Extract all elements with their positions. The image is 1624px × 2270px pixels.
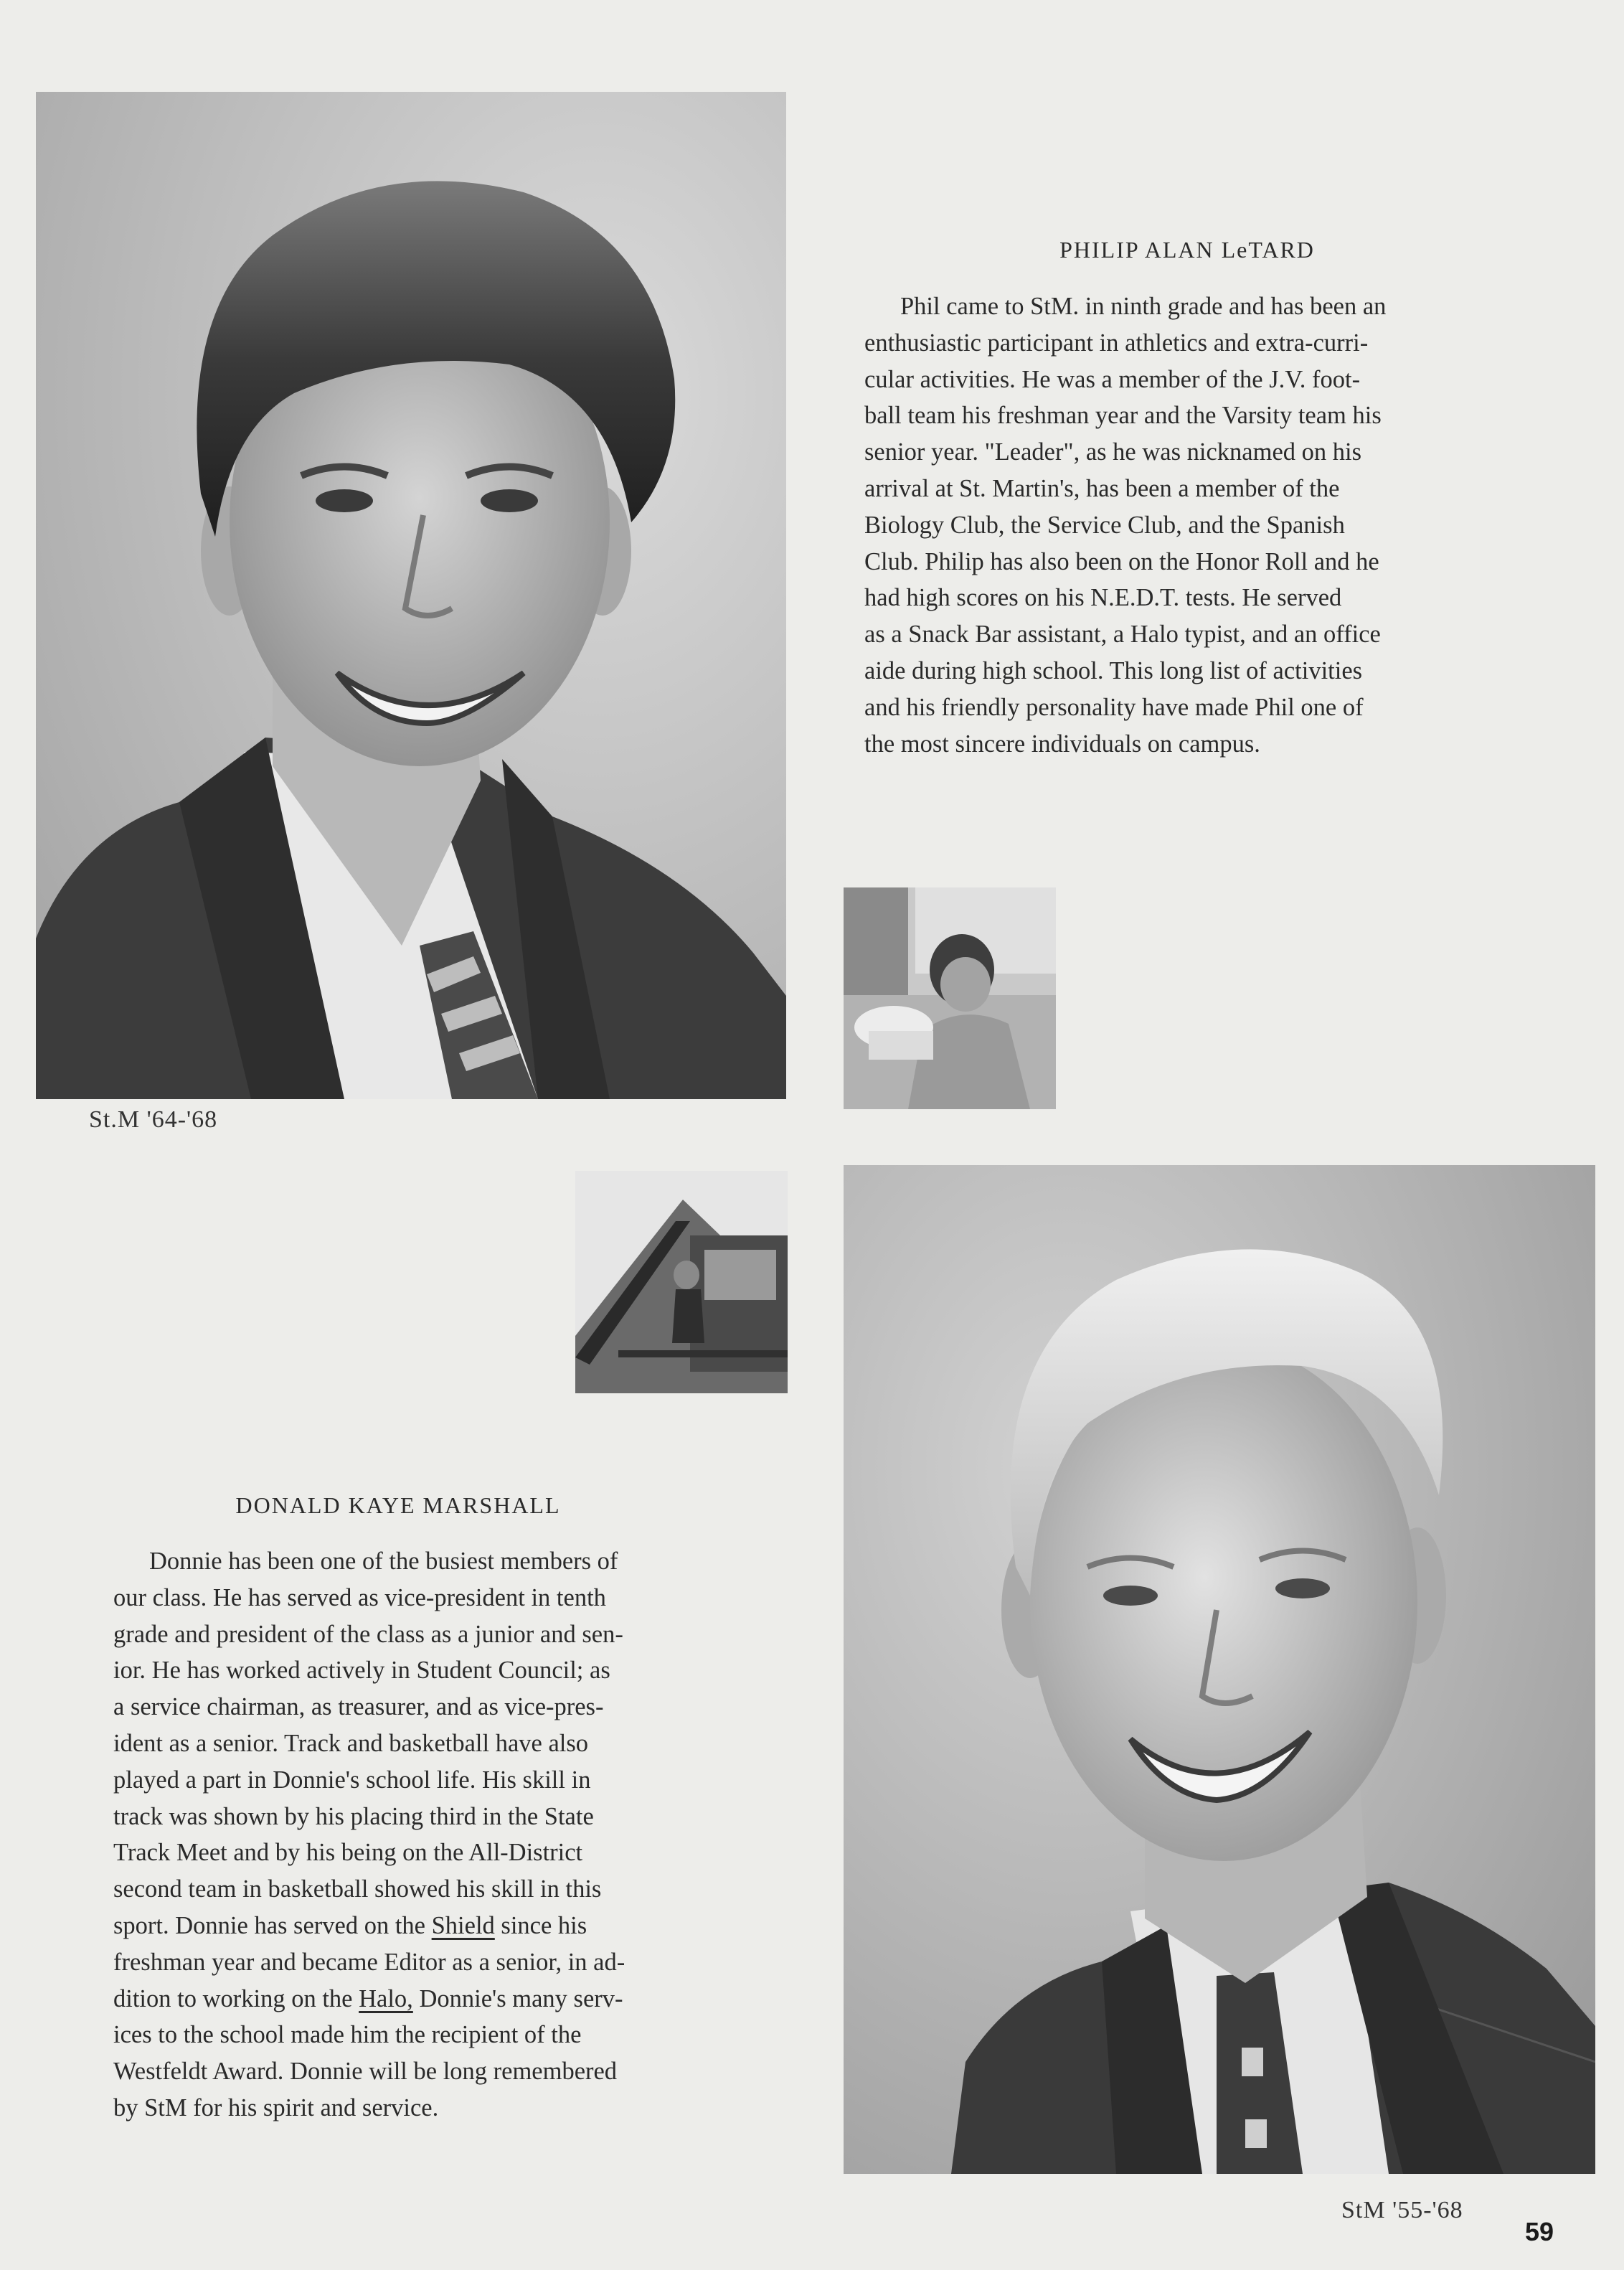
- donald-bio-line: by StM for his spirit and service.: [113, 2094, 439, 2121]
- philip-candid-photo: [844, 887, 1056, 1109]
- philip-bio-line: Biology Club, the Service Club, and the Spanish: [864, 511, 1345, 539]
- philip-bio-text: [864, 288, 1386, 762]
- donald-bio-line: track was shown by his placing third in the State: [113, 1802, 594, 1830]
- donald-bio-line: Donnie has been one of the busiest members of: [149, 1548, 618, 1575]
- donald-name-heading: DONALD KAYE MARSHALL: [235, 1492, 561, 1518]
- donald-bio-line: ices to the school made him the recipient of the: [113, 2021, 582, 2049]
- philip-years-caption: St.M '64-'68: [89, 1106, 218, 1133]
- philip-name-heading: PHILIP ALAN LeTARD: [1059, 237, 1315, 263]
- donald-bio-line: played a part in Donnie's school life. His skill in: [113, 1766, 591, 1794]
- philip-bio-line: enthusiastic participant in athletics and extra-curri-: [864, 329, 1369, 357]
- philip-bio-line: had high scores on his N.E.D.T. tests. He served: [864, 584, 1342, 612]
- philip-bio-line: aide during high school. This long list of activities: [864, 656, 1363, 684]
- shield-publication-title: Shield: [431, 1911, 495, 1939]
- philip-bio-line: arrival at St. Martin's, has been a member of the: [864, 474, 1340, 502]
- philip-bio-line: Club. Philip has also been on the Honor Roll and he: [864, 547, 1379, 575]
- philip-bio-line: the most sincere individuals on campus.: [864, 730, 1260, 758]
- philip-bio-line: as a Snack Bar assistant, a Halo typist, and an office: [864, 621, 1381, 649]
- donald-bio-line: a service chairman, as treasurer, and as vice-pres-: [113, 1693, 604, 1721]
- page-number: 59: [1525, 2217, 1554, 2246]
- donald-candid-photo: [575, 1171, 788, 1393]
- donald-bio-line: sport. Donnie has served on the Shield since his: [113, 1911, 587, 1939]
- philip-bio-line: senior year. "Leader", as he was nicknamed on his: [864, 438, 1362, 466]
- donald-bio-line: ior. He has worked actively in Student Council; as: [113, 1657, 610, 1685]
- donald-bio-line: ident as a senior. Track and basketball have also: [113, 1729, 589, 1757]
- donald-bio-line: Track Meet and by his being on the All-District: [113, 1839, 583, 1867]
- donald-bio-line: second team in basketball showed his skill in this: [113, 1875, 602, 1903]
- philip-portrait-photo: [36, 92, 786, 1099]
- philip-bio-line: cular activities. He was a member of the J.V. foot-: [864, 365, 1361, 393]
- donald-years-caption: StM '55-'68: [1341, 2197, 1463, 2223]
- donald-bio-line: grade and president of the class as a junior and sen-: [113, 1620, 623, 1648]
- donald-bio-line: freshman year and became Editor as a senior, in ad-: [113, 1948, 625, 1976]
- donald-portrait-photo: [844, 1165, 1595, 2174]
- donald-bio-text: [113, 1543, 625, 2127]
- donald-bio-line: our class. He has served as vice-president in tenth: [113, 1583, 606, 1611]
- donald-bio-line: Westfeldt Award. Donnie will be long remembered: [113, 2058, 618, 2086]
- philip-bio-line: and his friendly personality have made Phil one of: [864, 693, 1364, 721]
- donald-bio-line: dition to working on the Halo, Donnie's many serv-: [113, 1984, 623, 2012]
- philip-bio-line: ball team his freshman year and the Varsity team his: [864, 402, 1382, 430]
- halo-publication-title: Halo,: [359, 1984, 413, 2012]
- philip-bio-line: Phil came to StM. in ninth grade and has been an: [900, 293, 1387, 320]
